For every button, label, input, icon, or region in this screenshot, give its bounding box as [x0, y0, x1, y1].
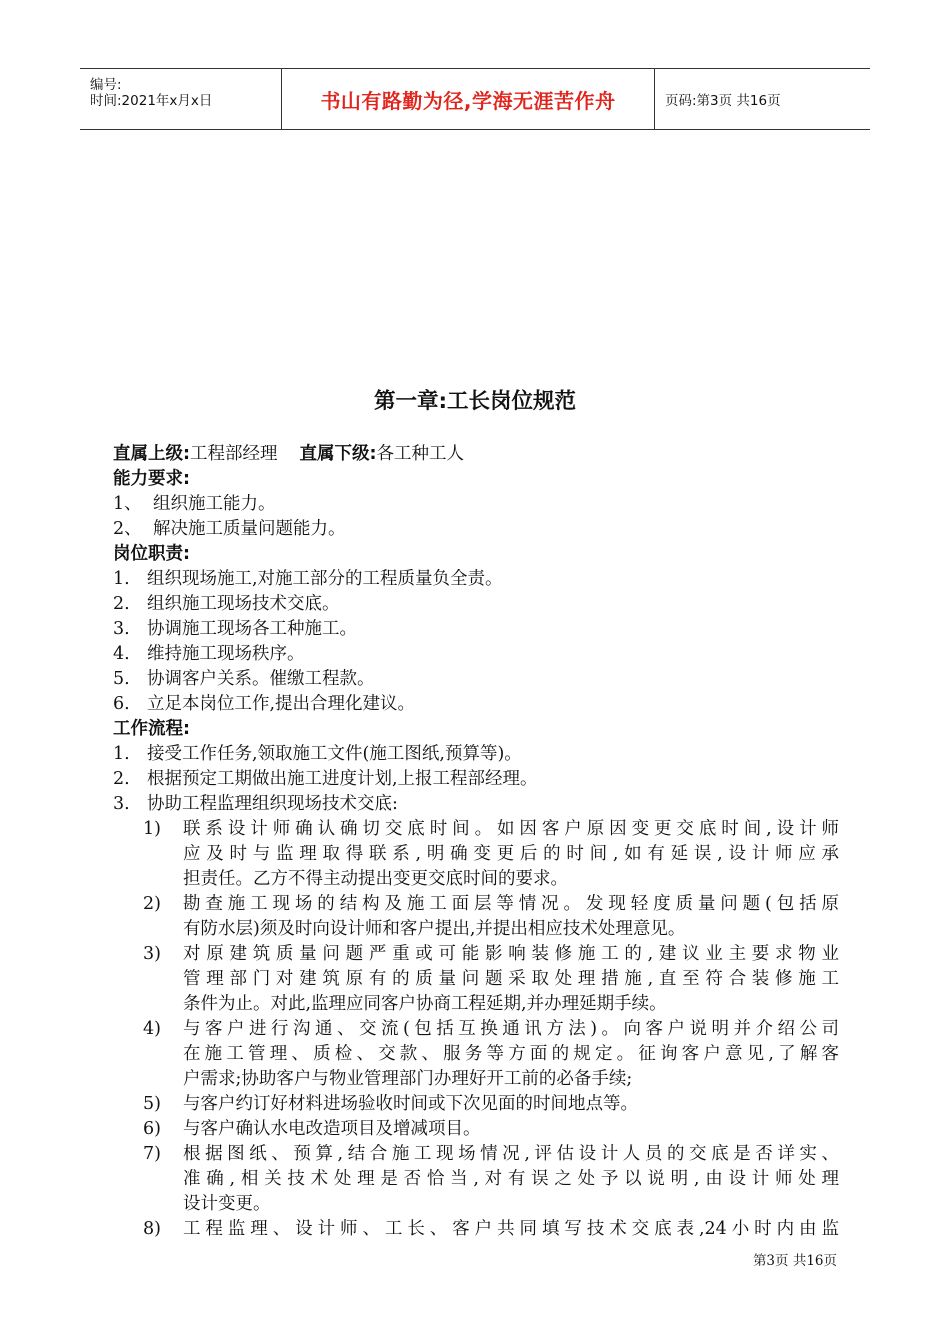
sub-item-text: [183, 1017, 839, 1092]
list-item-text: 协调客户关系。催缴工程款。: [147, 669, 375, 689]
sub-item-text: [183, 942, 839, 1017]
sub-item-line: 户需求;协助客户与物业管理部门办理好开工前的必备手续;: [183, 1069, 633, 1089]
sub-item-line: 应及时与监理取得联系,明确变更后的时间,如有延误,设计师应承: [183, 844, 839, 864]
sub-item-text: [183, 1142, 839, 1217]
sub-item-text: [183, 817, 839, 892]
list-item-text: 协助工程监理组织现场技术交底:: [147, 794, 398, 814]
sub-item-line: 在施工管理、质检、交款、服务等方面的规定。征询客户意见,了解客: [183, 1044, 839, 1064]
header-page-cell: [655, 69, 870, 129]
list-item-number: 6.: [113, 694, 130, 714]
ability-heading: 能力要求:: [113, 469, 190, 489]
list-item: [113, 492, 841, 517]
workflow-heading: 工作流程:: [113, 719, 190, 739]
list-item: [113, 692, 841, 717]
list-item-number: 4.: [113, 644, 130, 664]
subordinate-value: 各工种工人: [376, 444, 464, 464]
sub-item-line: 与客户进行沟通、交流(包括互换通讯方法)。向客户说明并介绍公司: [183, 1019, 839, 1039]
sub-item-number: 1): [143, 819, 161, 839]
list-item-text: 组织施工能力。: [153, 494, 276, 514]
sub-item-line: 担责任。乙方不得主动提出变更交底时间的要求。: [183, 869, 568, 889]
subordinate-label: 直属下级:: [299, 444, 377, 464]
sub-item-line: 工程监理、设计师、工长、客户共同填写技术交底表,24小时内由监: [183, 1219, 839, 1239]
list-item-number: 2、: [113, 519, 142, 539]
sub-item-line: 有防水层)须及时向设计师和客户提出,并提出相应技术处理意见。: [183, 919, 686, 939]
list-item-text: 接受工作任务,领取施工文件(施工图纸,预算等)。: [147, 744, 522, 764]
document-body: [113, 442, 841, 1242]
sub-item-line: 与客户约订好材料进场验收时间或下次见面的时间地点等。: [183, 1094, 638, 1114]
list-item: [113, 742, 841, 767]
header-motto-cell: [281, 69, 655, 129]
sub-item-line: 条件为止。对此,监理应同客户协商工程延期,并办理延期手续。: [183, 994, 667, 1014]
list-item-text: 解决施工质量问题能力。: [153, 519, 346, 539]
list-item: [113, 517, 841, 542]
list-item: [113, 567, 841, 592]
sub-item-number: 7): [143, 1144, 161, 1164]
sub-item: [143, 892, 841, 942]
motto-text: 书山有路勤为径,学海无涯苦作舟: [320, 88, 616, 113]
list-item: [113, 792, 841, 817]
superior-value: 工程部经理: [190, 444, 278, 464]
list-item-text: 组织施工现场技术交底。: [147, 594, 340, 614]
list-item-text: 组织现场施工,对施工部分的工程质量负全责。: [147, 569, 503, 589]
sub-item-number: 8): [143, 1219, 161, 1239]
sub-item: [143, 1092, 841, 1117]
list-item-number: 1.: [113, 744, 130, 764]
sub-item: [143, 1142, 841, 1217]
serial-label: 编号:: [90, 77, 122, 93]
sub-item-number: 5): [143, 1094, 161, 1114]
sub-item: [143, 942, 841, 1017]
list-item: [113, 767, 841, 792]
chapter-title: 第一章:工长岗位规范: [373, 389, 577, 414]
sub-item-line: 管理部门对建筑原有的质量问题采取处理措施,直至符合装修施工: [183, 969, 839, 989]
list-item-number: 3.: [113, 619, 130, 639]
list-item-text: 协调施工现场各工种施工。: [147, 619, 357, 639]
list-item-number: 1.: [113, 569, 130, 589]
sub-item: [143, 1017, 841, 1092]
page-footer: 第3页 共16页: [752, 1253, 837, 1269]
sub-item-text: [183, 1092, 839, 1117]
list-item-number: 3.: [113, 794, 130, 814]
list-item: [113, 642, 841, 667]
sub-item-text: [183, 892, 839, 942]
page-header: [80, 68, 870, 130]
list-item-text: 维持施工现场秩序。: [147, 644, 305, 664]
sub-item-line: 根据图纸、预算,结合施工现场情况,评估设计人员的交底是否详实、: [183, 1144, 839, 1164]
list-item: [113, 592, 841, 617]
sub-item: [143, 817, 841, 892]
list-item: [113, 667, 841, 692]
sub-item: [143, 1117, 841, 1142]
sub-item-number: 2): [143, 894, 161, 914]
header-page-info: 页码:第3页 共16页: [665, 93, 781, 109]
list-item: [113, 617, 841, 642]
sub-item-line: 勘查施工现场的结构及施工面层等情况。发现轻度质量问题(包括原: [183, 894, 839, 914]
list-item-number: 2.: [113, 769, 130, 789]
sub-item-line: 联系设计师确认确切交底时间。如因客户原因变更交底时间,设计师: [183, 819, 839, 839]
sub-item-text: [183, 1117, 839, 1142]
list-item-text: 立足本岗位工作,提出合理化建议。: [147, 694, 416, 714]
duties-heading: 岗位职责:: [113, 544, 190, 564]
sub-item-line: 准确,相关技术处理是否恰当,对有误之处予以说明,由设计师处理: [183, 1169, 839, 1189]
list-item-text: 根据预定工期做出施工进度计划,上报工程部经理。: [147, 769, 538, 789]
list-item-number: 5.: [113, 669, 130, 689]
sub-item-line: 设计变更。: [183, 1194, 271, 1214]
sub-item-number: 4): [143, 1019, 161, 1039]
list-item-number: 2.: [113, 594, 130, 614]
sub-item-number: 6): [143, 1119, 161, 1139]
sub-item-line: 与客户确认水电改造项目及增减项目。: [183, 1119, 481, 1139]
list-item-number: 1、: [113, 494, 142, 514]
sub-item-number: 3): [143, 944, 161, 964]
sub-item-text: [183, 1217, 839, 1242]
header-left-cell: [80, 69, 280, 129]
date-line: 时间:2021年x月x日: [90, 93, 213, 109]
sub-item: [143, 1217, 841, 1242]
sub-item-line: 对原建筑质量问题严重或可能影响装修施工的,建议业主要求物业: [183, 944, 839, 964]
superior-label: 直属上级:: [113, 444, 190, 464]
reporting-line: [113, 442, 841, 467]
